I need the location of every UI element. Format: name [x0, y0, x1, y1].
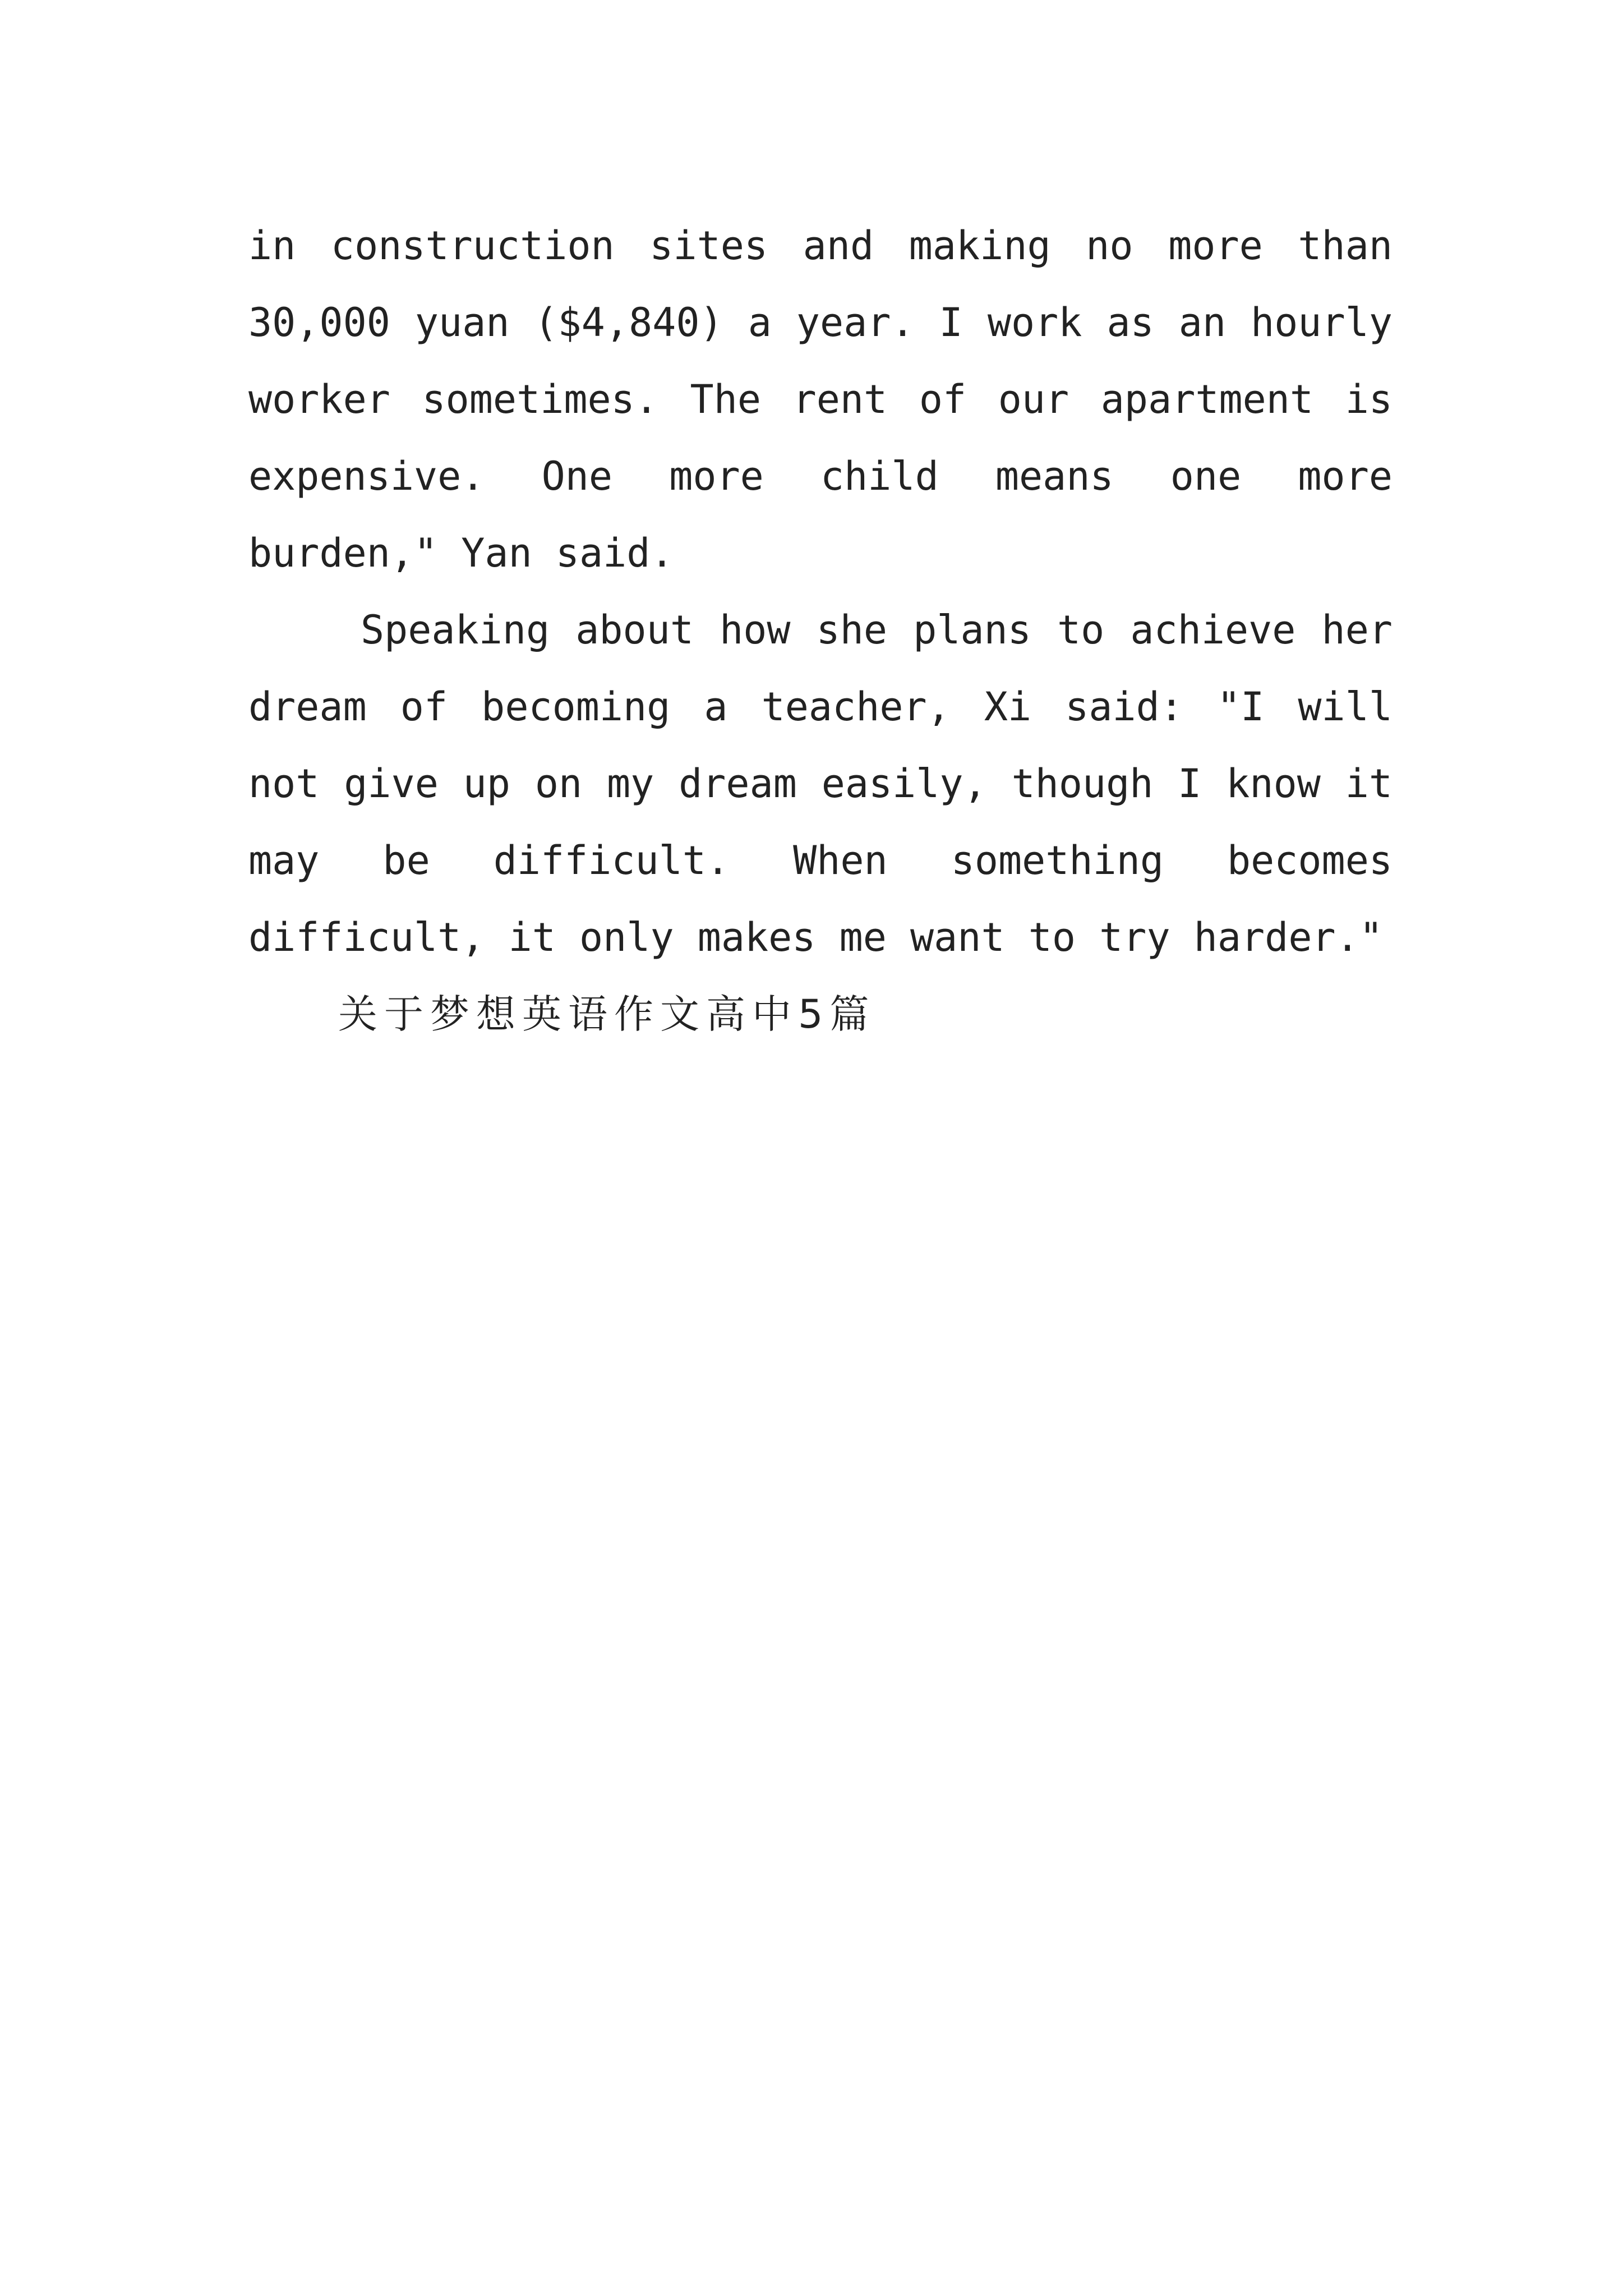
- document-body: [248, 208, 1393, 1053]
- document-title-line: 关于梦想英语作文高中5篇: [338, 991, 876, 1037]
- paragraph-dream: Speaking about how she plans to achieve her dream of becoming a teacher, Xi said: "I will not give up on my dream easily, though I know it may be difficult. When something becomes difficult, it only makes me want to try harder.": [248, 607, 1393, 960]
- paragraph-continuation: in construction sites and making no more than 30,000 yuan ($4,840) a year. I work as an hourly worker sometimes. The rent of our apartment is expensive. One more child means one more burden," Yan said.: [248, 223, 1393, 576]
